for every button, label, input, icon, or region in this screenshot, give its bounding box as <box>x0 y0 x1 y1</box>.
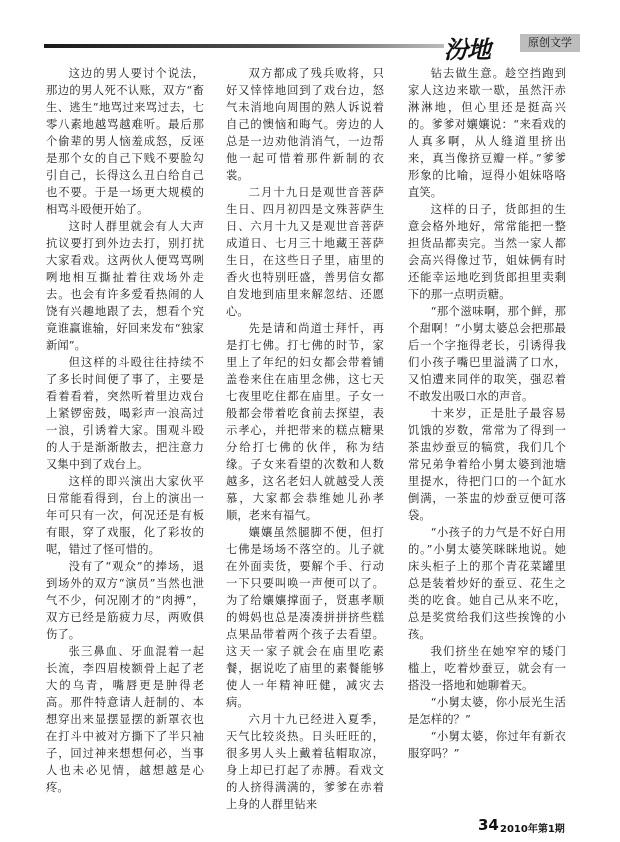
paragraph: 这样的日子，货郎担的生意会格外地好，常常能把一整担货品都卖完。当然一家人都会高兴得像过节，姐妹俩有时还能幸运地吃到货郎担里卖剩下的那一点明贡糖。 <box>408 203 566 301</box>
paragraph: “小孩子的力气是不好白用的。”小舅太婆笑眯眯地说。她床头柜子上的那个青花菜罐里总是装着炒好的蚕豆、花生之类的吃食。她自己从来不吃，总是奖赏给我们这些挨馋的小孩。 <box>408 526 566 641</box>
paragraph: 钻去做生意。趁空挡跑到家人这边来歇一歇，虽然汗赤淋淋地，但心里还是挺高兴的。爹爹对孃孃说：“来看戏的人真多啊，从人缝道里挤出来，真当像挤豆瓣一样。”爹爹形象的比喻，逗得小姐妹咯咯直笑。 <box>408 67 566 199</box>
paragraph: 但这样的斗殴往往持续不了多长时间便了事了，主要是看着看着，突然听着里边戏台上紧锣密鼓，喝彩声一浪高过一浪，引诱着大家。围观斗殴的人于是渐渐散去，把注意力又集中到了戏台上。 <box>46 356 204 471</box>
paragraph: “小舅太婆，你过年有新衣服穿吗？” <box>408 730 566 760</box>
page-number: 34 <box>478 816 499 834</box>
paragraph: 六月十九已经进入夏季，天气比较炎热。日头旺旺的，很多男人头上戴着毡帽取凉，身上却已打起了赤膊。看戏文的人挤得满满的，爹爹在赤着上身的人群里钻来 <box>226 713 384 811</box>
paragraph: 我们挤坐在她窄窄的矮门槛上，吃着炒蚕豆，就会有一搭没一搭地和她聊着天。 <box>408 645 566 692</box>
header-rule <box>44 44 444 48</box>
text-column-2 <box>226 65 384 813</box>
paragraph: 十来岁，正是肚子最容易饥饿的岁数，常常为了得到一茶盅炒蚕豆的犒赏，我们几个常兄弟争着给小舅太婆到池塘里提水，待把门口的一个缸水倒满，一茶盅的炒蚕豆便可落袋。 <box>408 407 566 522</box>
paragraph: “小舅太婆，你小辰光生活是怎样的？” <box>408 696 566 726</box>
text-column-1 <box>46 65 204 796</box>
paragraph: 这样的即兴演出大家伙平日常能看得到，台上的演出一年可只有一次，何况还是有板有眼，穿了戏服，化了彩妆的呢，错过了怪可惜的。 <box>46 475 204 556</box>
paragraph: 孃孃虽然腿脚不便，但打七佛是场场不落空的。儿子就在外面卖货，要解个手、行动一下只要叫唤一声便可以了。为了给孃孃撑面子，贤惠孝顺的姆妈也总是凑凑拼拼挤些糕点果品带着两个孩子去看望。这天一家子就会在庙里吃素餐，据说吃了庙里的素餐能够使人一年精神旺健，减灾去病。 <box>226 526 384 709</box>
paragraph: 张三鼻血、牙血混着一起长流，李四眉棱额骨上起了老大的乌青，嘴唇更是肿得老高。那件特意请人赶制的、本想穿出来显摆显摆的新罩衣也在打斗中被对方撕下了半只袖子，回过神来想想何必，当事人也未必见情，越想越是心疼。 <box>46 645 204 794</box>
issue-label: 2010年第1期 <box>500 824 565 835</box>
paragraph: 没有了“观众”的捧场，退到场外的双方“演员”当然也泄气不少，何况刚才的“肉搏”，双方已经是筋疲力尽，两败俱伤了。 <box>46 560 204 641</box>
paragraph: 这时人群里就会有人大声抗议要打到外边去打，别打扰大家看戏。这两伙人便骂骂咧咧地相互撕扯着往戏场外走去。也会有许多爱看热闹的人饶有兴趣地跟了去，想看个究竟谁赢谁输，好回来发布“独家新闻”。 <box>46 220 204 352</box>
text-column-3 <box>408 65 566 762</box>
paragraph: 二月十九日是观世音菩萨生日、四月初四是文殊菩萨生日、六月十九又是观世音菩萨成道日、七月三十地藏王菩萨生日，在这些日子里，庙里的香火也特别旺盛，善男信女都自发地到庙里来解忽结、还愿心。 <box>226 186 384 318</box>
magazine-brand-logo: 汾地 <box>444 35 490 64</box>
paragraph: 先是请和尚道士拜忏，再是打七佛。打七佛的时节，家里上了年纪的妇女都会带着铺盖卷来住在庙里念佛，这七天七夜里吃住都在庙里。子女一般都会带着吃食前去探望，表示孝心，并把带来的糕点糖果分给打七佛的伙伴，称为结缘。子女来看望的次数和人数越多，这名老妇人就越受人羡慕，大家都会恭维她儿孙孝顺，老来有福气。 <box>226 322 384 522</box>
paragraph: 这边的男人要讨个说法，那边的男人死不认账，双方“畜生、逃生”地骂过来骂过去，七零八素地越骂越难听。最后那个偷辈的男人恼羞成怒，反诬是那个女的自己下贱不要脸勾引自己，长得这么丑白给自己也不要。于是一场更大规模的相骂斗殴便开始了。 <box>46 67 204 216</box>
section-label: 原创文学 <box>520 34 580 52</box>
paragraph: 双方都成了残兵败将，只好又悻悻地回到了戏台边，怒气未消地向周围的熟人诉说着自己的懊恼和晦气。旁边的人总是一边劝他消消气，一边帮他一起可惜着那件新制的衣裳。 <box>226 67 384 182</box>
paragraph: “那个滋味啊，那个鲜，那个甜啊！”小舅太婆总会把那最后一个字拖得老长，引诱得我们小孩子嘴巴里溢满了口水，又怕遭来同伴的取笑，强忍着不敢发出吸口水的声音。 <box>408 305 566 403</box>
